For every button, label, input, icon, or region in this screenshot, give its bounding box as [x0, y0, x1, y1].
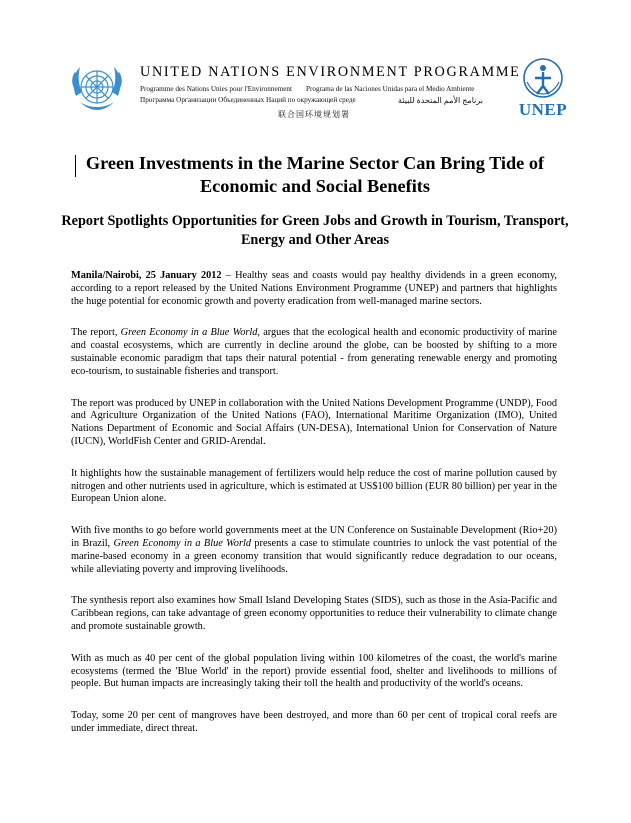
- org-name-spanish: Programa de las Naciones Unidas para el Medio Ambiente: [306, 85, 475, 93]
- paragraph-1-text: – Healthy seas and coasts would pay healthy dividends in a green economy, according to a report released by the United Nations Environment Programme (UNEP) and partners that highlights the huge potential for economic growth and poverty eradication from well-managed marine sectors.: [71, 270, 557, 307]
- paragraph-1: [71, 270, 557, 308]
- paragraph-3: The report was produced by UNEP in collaboration with the United Nations Development Programme (UNDP), Food and Agriculture Organization of the United Nations (FAO), International Maritime Organization (IMO), United Nations Department of Economic and Social Affairs (UN-DESA), International Union for Conservation of Nature (IUCN), WorldFish Center and GRID-Arendal.: [71, 397, 557, 447]
- paragraph-5: [71, 525, 557, 576]
- paragraph-7: With as much as 40 per cent of the global population living within 100 kilometres of the coast, the world's marine ecosystems (termed the 'Blue World' in the report) provide essential food, shelter and livelihoods to millions of people. But human impacts are increasingly taking their toll the health and productivity of the world's oceans.: [71, 652, 557, 690]
- org-name-russian: Программа Организации Объединенных Наций по окружающей среде: [140, 96, 356, 104]
- paragraph-8: Today, some 20 per cent of mangroves have been destroyed, and more than 60 per cent of tropical coral reefs are under immediate, direct threat.: [71, 710, 557, 734]
- dateline: Manila/Nairobi, 25 January 2012: [71, 270, 222, 281]
- org-title: UNITED NATIONS ENVIRONMENT PROGRAMME: [140, 64, 521, 80]
- paragraph-4: It highlights how the sustainable management of fertilizers would help reduce the cost of marine pollution caused by nitrogen and other nutrients used in agriculture, which is estimated at US$100 billion (EUR 80 billion) per year in the European Union alone.: [71, 467, 557, 505]
- unep-logo-text: UNEP: [518, 100, 568, 119]
- paragraph-6: The synthesis report also examines how Small Island Developing States (SIDS), such as those in the Asia-Pacific and Caribbean regions, can take advantage of green economy opportunities to reduce their vulnerability to climate change and promote sustainable growth.: [71, 595, 557, 632]
- article-body: [71, 270, 557, 736]
- headline: Green Investments in the Marine Sector Can Bring Tide of Economic and Social Benefits: [85, 153, 545, 196]
- paragraph-5-post: presents a case to stimulate countries to unlock the vast potential of the marine-based economy in a green economy transition that would significantly reduce degradation to our oceans, while alleviating poverty and improving livelihoods.: [71, 537, 557, 575]
- paragraph-2-post: argues that the ecological health and economic productivity of marine and coastal ecosystems, which are currently in decline around the globe, can be boosted by shifting to a more sustainable economic paradigm that taps their natural potential - from generating renewable energy and promoting eco-tourism, to sustainable fisheries and transport.: [71, 327, 557, 377]
- paragraph-2-pre: The report,: [71, 327, 121, 339]
- report-title: Green Economy in a Blue World: [113, 537, 251, 549]
- org-name-french: Programme des Nations Unies pour l'Environnement: [140, 85, 293, 93]
- org-name-arabic: برنامج الأمم المتحدة للبيئة: [398, 96, 484, 105]
- paragraph-2: [71, 327, 557, 378]
- un-emblem-logo: [68, 58, 126, 116]
- subheadline: Report Spotlights Opportunities for Green Jobs and Growth in Tourism, Transport, Energy and Other Areas: [61, 213, 569, 248]
- paragraph-5-pre: With five months to go before world governments meet at the UN Conference on Sustainable Development (Rio+20) in Brazil,: [71, 525, 557, 549]
- report-title: Green Economy in a Blue World,: [120, 327, 260, 339]
- org-name-chinese: 联合国环境规划署: [278, 110, 350, 119]
